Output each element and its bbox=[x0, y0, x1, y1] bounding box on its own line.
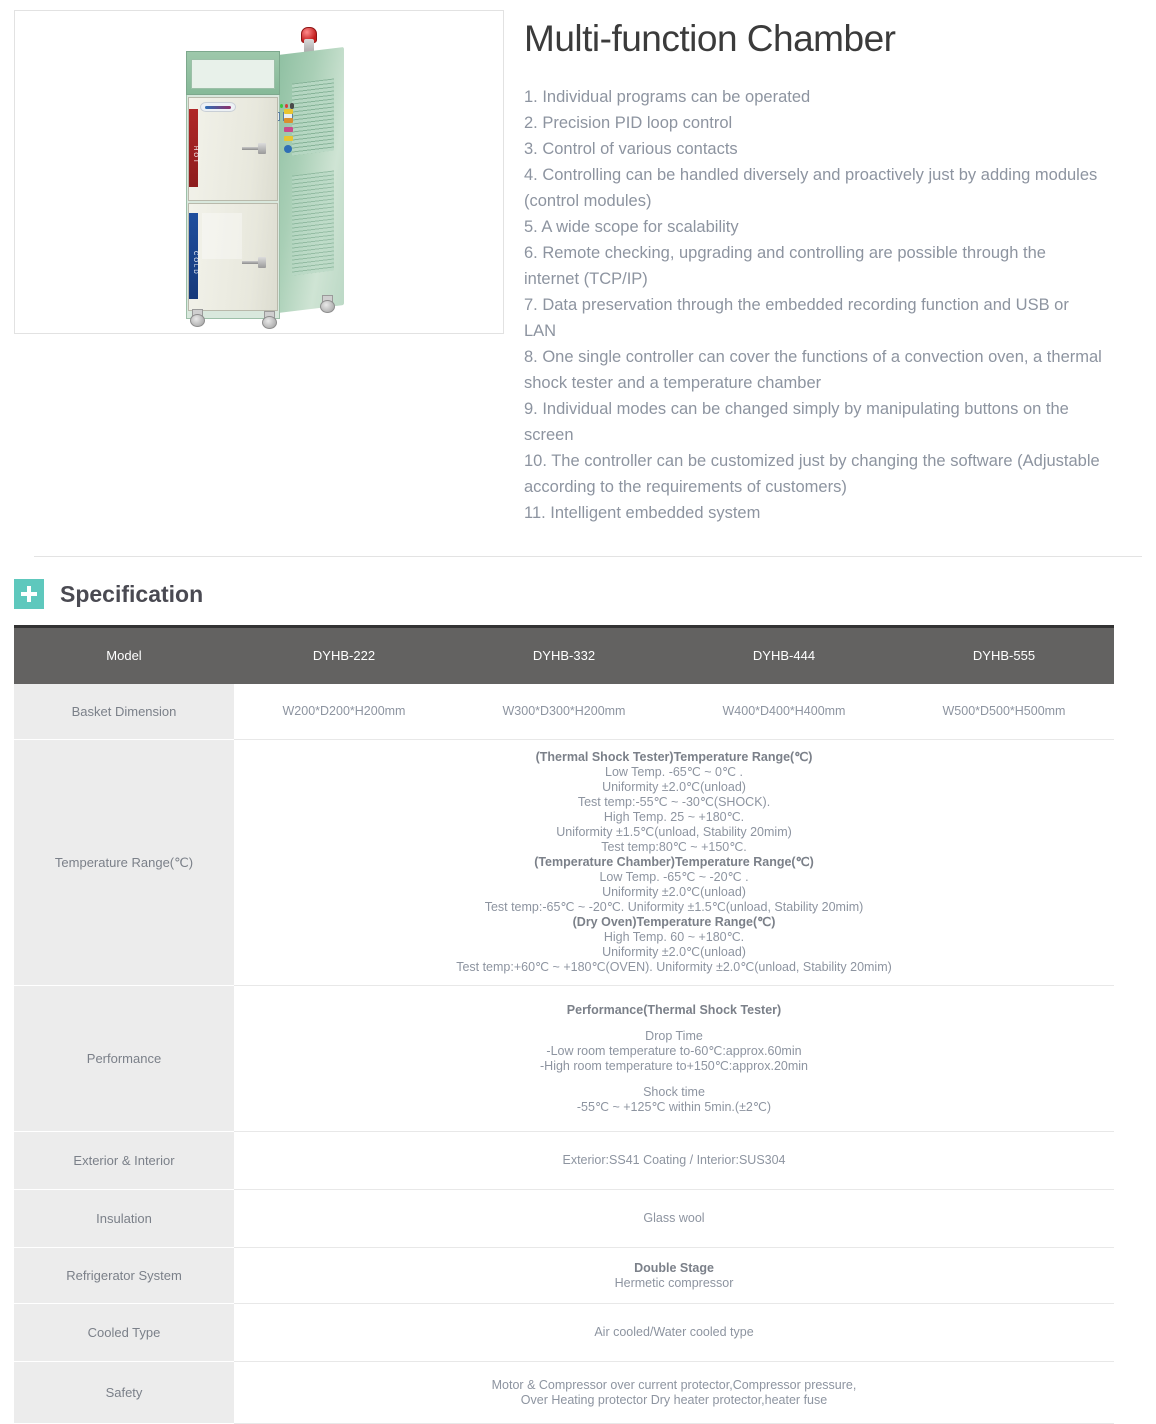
specification-heading bbox=[14, 579, 1156, 609]
table-cell: W500*D500*H500mm bbox=[894, 684, 1114, 740]
table-cell bbox=[234, 1132, 1114, 1190]
cell-line: Over Heating protector Dry heater protector,heater fuse bbox=[520, 1392, 828, 1407]
table-row bbox=[14, 684, 1114, 740]
cabinet-vent-upper bbox=[292, 78, 334, 155]
feature-item: 10. The controller can be customized just by changing the software (Adjustable according to the requirements of customers) bbox=[524, 452, 1100, 496]
table-cell: W200*D200*H200mm bbox=[234, 684, 454, 740]
caster-wheel-left bbox=[190, 309, 203, 325]
page-title: Multi-function Chamber bbox=[524, 18, 896, 59]
feature-item: 5. A wide scope for scalability bbox=[524, 218, 739, 236]
cell-line: Motor & Compressor over current protector,Compressor pressure, bbox=[491, 1377, 857, 1392]
table-column-header: Model bbox=[14, 627, 234, 684]
row-label: Refrigerator System bbox=[14, 1248, 234, 1304]
table-body bbox=[14, 684, 1114, 1424]
indicator-orange bbox=[284, 118, 293, 123]
cell-line: Low Temp. -65℃ ~ 0℃ . bbox=[605, 765, 743, 779]
indicator-round-blue bbox=[284, 145, 292, 153]
lower-door-handle bbox=[242, 259, 268, 266]
cell-line: Exterior:SS41 Coating / Interior:SUS304 bbox=[562, 1153, 786, 1167]
table-row bbox=[14, 986, 1114, 1132]
table-column-header: DYHB-222 bbox=[234, 627, 454, 684]
table-row bbox=[14, 1190, 1114, 1248]
cell-line: -55℃ ~ +125℃ within 5min.(±2℃) bbox=[576, 1099, 772, 1114]
cell-line: High Temp. 25 ~ +180℃. bbox=[603, 810, 745, 824]
cell-line: Shock time bbox=[643, 1084, 705, 1099]
cell-line: Uniformity ±2.0℃(unload) bbox=[602, 945, 746, 959]
feature-item: 7. Data preservation through the embedded recording function and USB or LAN bbox=[524, 296, 1069, 340]
row-label: Cooled Type bbox=[14, 1304, 234, 1362]
cell-line: High Temp. 60 ~ +180℃. bbox=[603, 930, 745, 944]
table-cell bbox=[234, 986, 1114, 1132]
specification-table bbox=[14, 625, 1114, 1424]
cell-line-group bbox=[240, 1325, 1108, 1340]
feature-item: 6. Remote checking, upgrading and controlling are possible through the internet (TCP/IP) bbox=[524, 244, 1046, 288]
specification-title: Specification bbox=[60, 580, 204, 607]
cell-line-group bbox=[240, 1211, 1108, 1226]
cell-line-group bbox=[240, 1153, 1108, 1168]
table-cell: W300*D300*H200mm bbox=[454, 684, 674, 740]
table-column-header: DYHB-444 bbox=[674, 627, 894, 684]
led-green-3 bbox=[280, 104, 283, 108]
cell-line: -Low room temperature to-60℃:approx.60min bbox=[546, 1043, 802, 1058]
cabinet-vent-lower bbox=[292, 170, 334, 275]
upper-door-handle bbox=[242, 145, 268, 152]
cell-line-group bbox=[240, 1378, 1108, 1408]
row-label: Performance bbox=[14, 986, 234, 1132]
cell-line: Drop Time bbox=[645, 1028, 703, 1043]
indicator-pink bbox=[284, 127, 293, 132]
cell-line bbox=[240, 1018, 1108, 1029]
cold-zone-strip: COLD bbox=[189, 213, 198, 299]
table-column-header: DYHB-555 bbox=[894, 627, 1114, 684]
indicator-yellow-2 bbox=[284, 136, 293, 141]
product-image-box bbox=[14, 10, 504, 334]
table-row bbox=[14, 1362, 1114, 1424]
cell-line: Test temp:+60℃ ~ +180℃(OVEN). Uniformity ±2.0℃(unload, Stability 20mim) bbox=[456, 960, 892, 974]
cell-line-group bbox=[240, 1261, 1108, 1291]
product-info-column bbox=[524, 10, 1156, 526]
table-header-row bbox=[14, 627, 1114, 684]
table-row bbox=[14, 740, 1114, 986]
cell-line: Air cooled/Water cooled type bbox=[594, 1325, 754, 1339]
feature-item: 3. Control of various contacts bbox=[524, 140, 738, 158]
plus-icon bbox=[14, 579, 44, 609]
feature-list bbox=[524, 84, 1116, 526]
table-cell bbox=[234, 740, 1114, 986]
hot-zone-strip: HOT bbox=[189, 109, 198, 187]
chamber-illustration bbox=[170, 23, 360, 323]
table-row bbox=[14, 1132, 1114, 1190]
cell-line: -High room temperature to+150℃:approx.20min bbox=[540, 1058, 808, 1073]
caster-wheel-right bbox=[320, 295, 333, 311]
row-label: Exterior & Interior bbox=[14, 1132, 234, 1190]
indicator-yellow-1 bbox=[284, 109, 293, 114]
product-overview-section bbox=[0, 0, 1156, 526]
feature-item: 4. Controlling can be handled diversely and proactively just by adding modules (control modules) bbox=[524, 166, 1098, 210]
table-cell bbox=[234, 1190, 1114, 1248]
cell-line: Hermetic compressor bbox=[614, 1275, 734, 1290]
feature-item: 11. Intelligent embedded system bbox=[524, 504, 761, 522]
caster-wheel-center bbox=[262, 311, 275, 327]
feature-item: 9. Individual modes can be changed simply by manipulating buttons on the screen bbox=[524, 400, 1069, 444]
cell-line: Performance(Thermal Shock Tester) bbox=[566, 1002, 782, 1017]
row-label: Safety bbox=[14, 1362, 234, 1424]
specification-table-wrapper bbox=[14, 625, 1114, 1424]
cell-line-group bbox=[240, 750, 1108, 975]
cell-line-group bbox=[240, 1003, 1108, 1115]
control-panel bbox=[191, 59, 275, 89]
brand-logo bbox=[200, 102, 236, 112]
row-label: Insulation bbox=[14, 1190, 234, 1248]
cell-line: Glass wool bbox=[643, 1211, 705, 1225]
table-head bbox=[14, 627, 1114, 684]
door-label-area bbox=[202, 213, 242, 259]
table-cell bbox=[234, 1248, 1114, 1304]
section-divider bbox=[34, 556, 1142, 557]
cell-line: (Temperature Chamber)Temperature Range(℃) bbox=[534, 855, 814, 869]
table-cell: W400*D400*H400mm bbox=[674, 684, 894, 740]
status-indicator-column bbox=[282, 109, 294, 171]
cell-line: Uniformity ±2.0℃(unload) bbox=[602, 885, 746, 899]
feature-item: 8. One single controller can cover the functions of a convection oven, a thermal shock tester and a temperature chamber bbox=[524, 348, 1102, 392]
cell-line: Uniformity ±1.5℃(unload, Stability 20mim) bbox=[556, 825, 792, 839]
cell-line: Test temp:80℃ ~ +150℃. bbox=[601, 840, 747, 854]
cell-line: Low Temp. -65℃ ~ -20℃ . bbox=[599, 870, 749, 884]
row-label: Basket Dimension bbox=[14, 684, 234, 740]
cell-line: Double Stage bbox=[634, 1260, 714, 1275]
feature-item: 2. Precision PID loop control bbox=[524, 114, 733, 132]
led-red bbox=[285, 104, 288, 108]
cell-line: (Thermal Shock Tester)Temperature Range(℃) bbox=[535, 750, 813, 764]
feature-item: 1. Individual programs can be operated bbox=[524, 88, 811, 106]
cell-line: Test temp:-65℃ ~ -20℃. Uniformity ±1.5℃(unload, Stability 20mim) bbox=[484, 900, 864, 914]
table-row bbox=[14, 1248, 1114, 1304]
cell-line bbox=[240, 1074, 1108, 1085]
cell-line: Test temp:-55℃ ~ -30℃(SHOCK). bbox=[577, 795, 771, 809]
table-cell bbox=[234, 1362, 1114, 1424]
cell-line: Uniformity ±2.0℃(unload) bbox=[602, 780, 746, 794]
table-column-header: DYHB-332 bbox=[454, 627, 674, 684]
cell-line: (Dry Oven)Temperature Range(℃) bbox=[572, 915, 776, 929]
row-label: Temperature Range(℃) bbox=[14, 740, 234, 986]
